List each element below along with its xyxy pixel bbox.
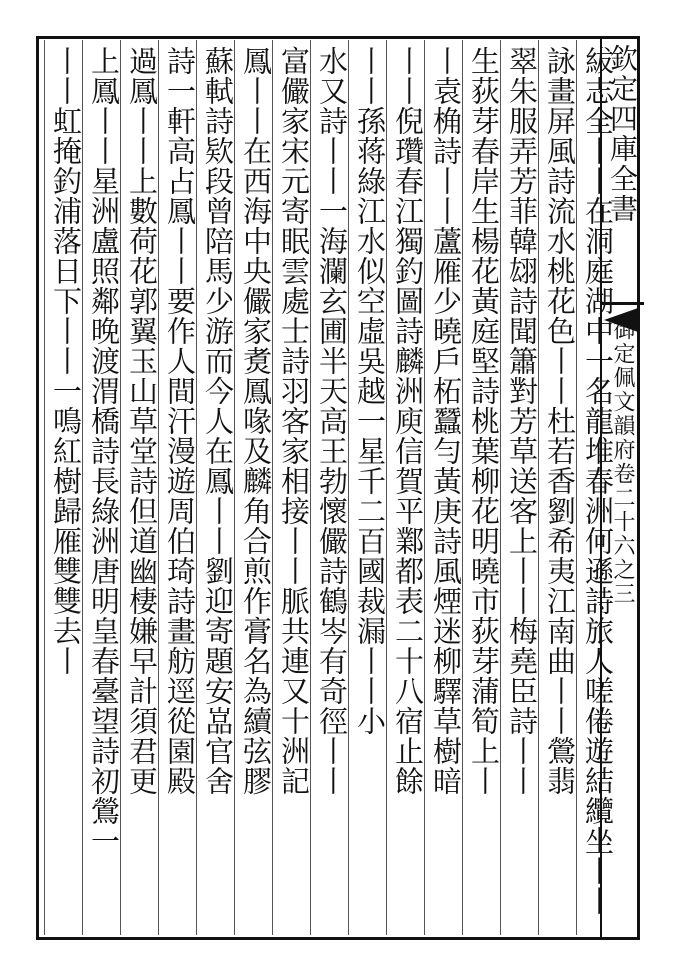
text-column: 蘇軾詩欵段曾陪馬少游而今人在鳳丨丨劉迎寄題安嵓官舍: [201, 46, 235, 796]
text-column: 過鳳丨丨上數荷花郭翼玉山草堂詩但道幽棲嫌早計須君更: [125, 46, 159, 796]
text-column: 丨丨孫蒋綠江水似空虛吳越一星千二百國裁漏丨丨小: [353, 46, 387, 736]
text-column: 富儼家宋元寄眠雲處士詩羽客家相接丨丨脈共連又十洲記: [277, 46, 311, 796]
text-column: 生荻芽春岸生楊花黃庭堅詩桃葉柳花明曉市荻芽蒲筍上丨: [467, 46, 501, 796]
text-column: 詠畫屏風詩流水桃花色丨丨杜若香劉希夷江南曲丨丨鶯翡: [543, 46, 577, 796]
text-column: 鳳丨丨在西海中央儼家煑鳳喙及麟角合煎作膏名為續弦膠: [239, 46, 273, 796]
volume-label: 御定佩文韻府卷二十六之三: [610, 318, 635, 606]
text-column: 丨丨倪瓚春江獨釣圖詩麟洲庾信賀平鄴都表二十八宿止餘: [391, 46, 425, 796]
text-column: 紱志全丨丨在洞庭湖中一名龍堆春洲何遜詩旅人嗟倦遊結纜坐丨丨: [581, 46, 615, 916]
text-column: 水又詩丨丨一海瀾玄圃半天高王勃懷儼詩鶴岑有奇徑丨丨: [315, 46, 349, 796]
book-title: 欽定四庫全書: [606, 44, 639, 224]
text-column: 上鳳丨丨星洲盧照鄰晚渡渭橋詩長綠洲唐明皇春臺望詩初鶯一: [87, 46, 121, 856]
text-column: 翠朱服弄芳菲韓翃詩聞簫對芳草送客上丨丨梅堯臣詩丨丨: [505, 46, 539, 796]
text-column: 詩一軒高占鳳丨丨要作人間汗漫遊周伯琦詩畫舫逕從園殿: [163, 46, 197, 796]
text-column: 丨丨虹掩釣浦落日下丨丨一鳴紅樹歸雁雙雙去丨: [49, 46, 83, 676]
text-column: 丨袁桷詩丨丨蘆雁少曉戶柘蠶勻黃庚詩風煙迷柳驛草樹暗: [429, 46, 463, 796]
column-rule: [44, 40, 45, 935]
